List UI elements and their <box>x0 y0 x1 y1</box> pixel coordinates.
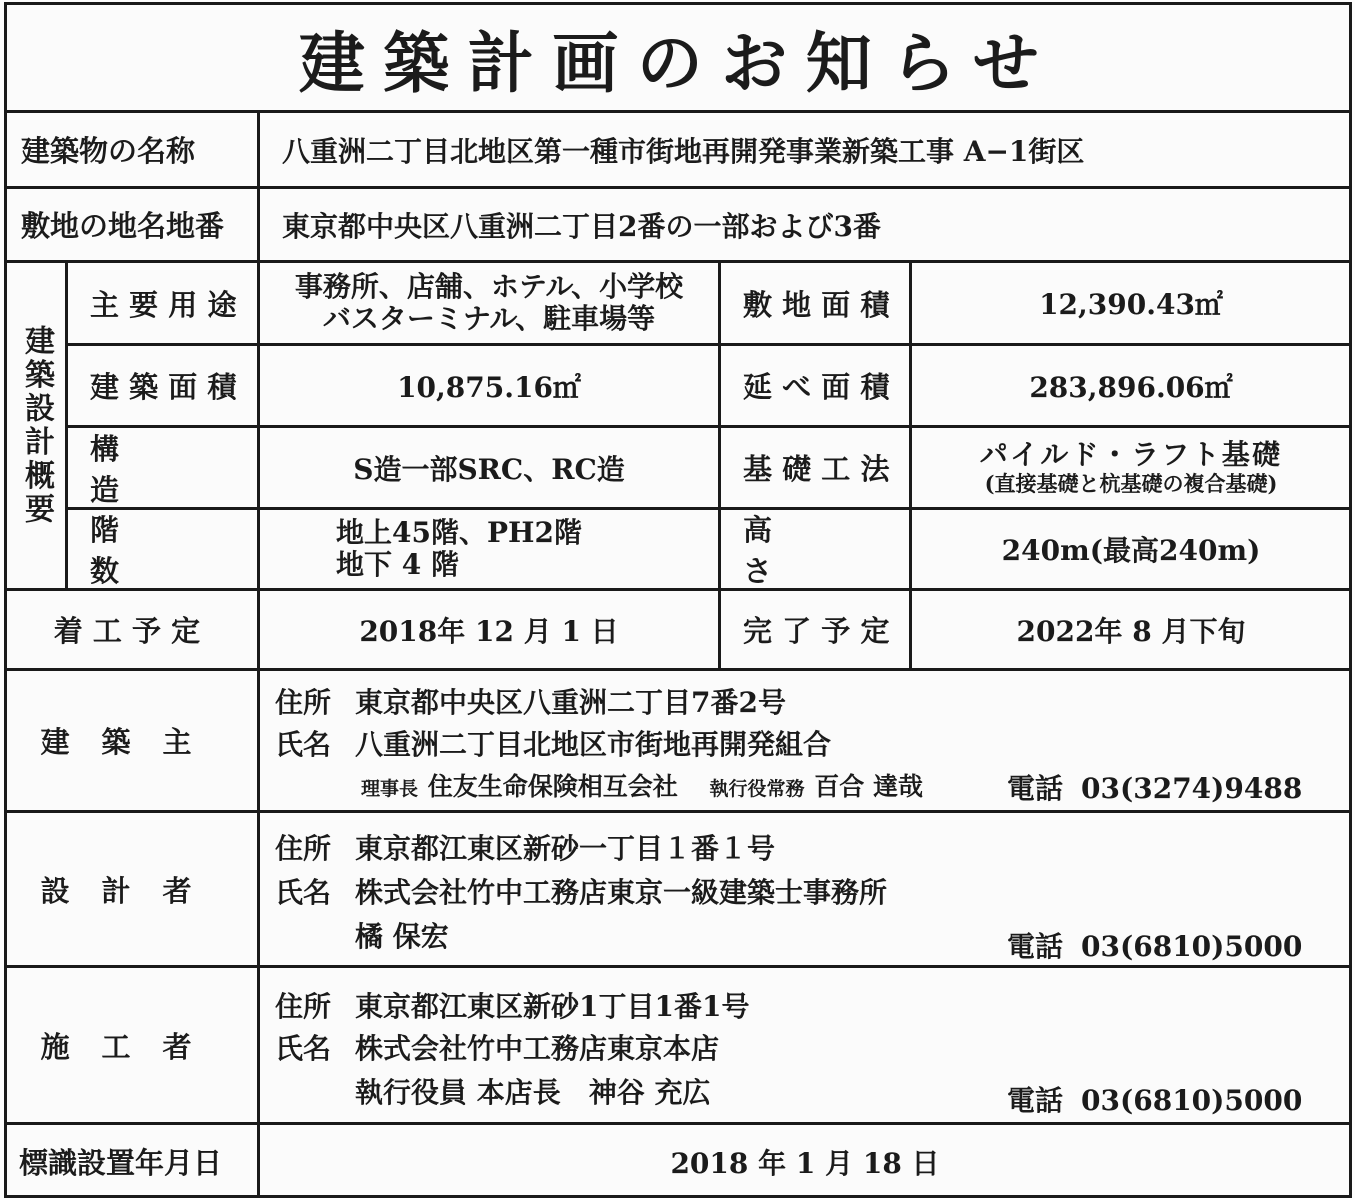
builder-person: 執行役員 本店長 神谷 充広 <box>355 1076 711 1109</box>
site-address-label: 敷地の地名地番 <box>21 209 225 243</box>
start-value: 2018年 12 月 1 日 <box>359 614 619 648</box>
designer-address: 住所 東京都江東区新砂一丁目１番１号 <box>275 832 776 865</box>
designer-name: 氏名 株式会社竹中工務店東京一級建築士事務所 <box>275 876 888 909</box>
sign-date-value: 2018 年 1 月 18 日 <box>670 1146 940 1180</box>
owner-label: 建築主 <box>40 725 224 759</box>
notice-title: 建築計画のお知らせ <box>7 5 1349 113</box>
builder-address: 住所 東京都江東区新砂1丁目1番1号 <box>275 990 750 1023</box>
owner-phone: 電話 03(3274)9488 <box>1007 772 1303 805</box>
site-area-value: 12,390.43㎡ <box>1039 288 1223 321</box>
floors-label: 階数 <box>90 513 215 588</box>
finish-label: 完了予定 <box>743 614 900 648</box>
design-overview-label: 建築設計概要 <box>19 324 54 527</box>
start-label: 着工予定 <box>53 614 211 648</box>
height-value: 240m(最高240m) <box>1001 534 1261 567</box>
foundation-label: 基礎工法 <box>743 452 900 486</box>
owner-name: 氏名 八重洲二丁目北地区市街地再開発組合 <box>275 728 832 761</box>
structure-value: S造一部SRC、RC造 <box>353 452 625 486</box>
designer-person: 橘 保宏 <box>355 920 449 953</box>
finish-value: 2022年 8 月下旬 <box>1016 614 1246 648</box>
height-label: 高さ <box>743 513 871 588</box>
builder-phone: 電話 03(6810)5000 <box>1007 1084 1303 1117</box>
main-use-label: 主要用途 <box>90 287 247 322</box>
owner-address: 住所 東京都中央区八重洲二丁目7番2号 <box>275 686 786 719</box>
building-area-label: 建築面積 <box>90 370 247 404</box>
floor-area-label: 延べ面積 <box>743 370 900 404</box>
designer-label: 設計者 <box>40 873 224 908</box>
building-name-value: 八重洲二丁目北地区第一種市街地再開発事業新築工事 A−1街区 <box>282 134 1085 168</box>
sign-date-label: 標識設置年月日 <box>19 1146 223 1180</box>
notice-board <box>4 2 1352 1198</box>
site-address-value: 東京都中央区八重洲二丁目2番の一部および3番 <box>282 209 881 243</box>
builder-label: 施工者 <box>40 1029 224 1064</box>
structure-label: 構造 <box>90 431 169 507</box>
main-use-value: 事務所、店舗、ホテル、小学校 バスターミナル、駐車場等 <box>294 269 684 335</box>
site-area-label: 敷地面積 <box>743 287 900 322</box>
owner-representative: 理事長 住友生命保険相互会社 執行役常務 百合 達哉 <box>361 772 924 801</box>
building-name-label: 建築物の名称 <box>21 134 196 168</box>
designer-phone: 電話 03(6810)5000 <box>1007 930 1303 963</box>
floor-area-value: 283,896.06㎡ <box>1029 370 1233 404</box>
floors-value: 地上45階、PH2階 地下 4 階 <box>336 515 582 581</box>
foundation-value: パイルド・ラフト基礎 (直接基礎と杭基礎の複合基礎) <box>979 438 1283 496</box>
builder-name: 氏名 株式会社竹中工務店東京本店 <box>275 1032 720 1065</box>
building-area-value: 10,875.16㎡ <box>397 370 581 404</box>
